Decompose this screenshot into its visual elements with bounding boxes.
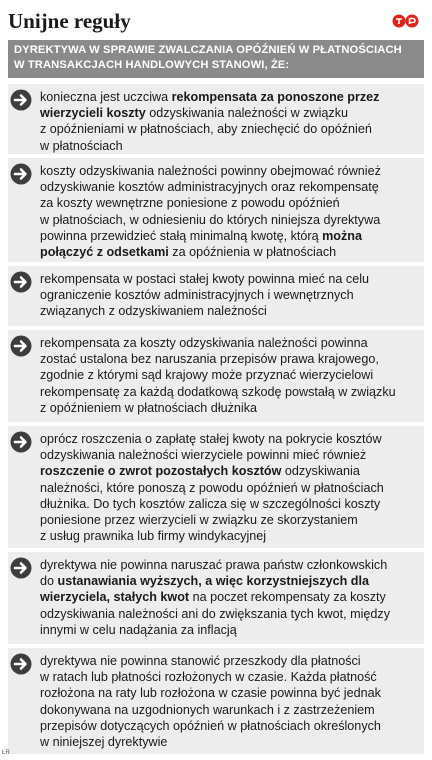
item-text [40, 431, 416, 544]
text-run: za koszty wewnętrzne poniesione z powodu opóźnień [40, 196, 340, 211]
text-line [40, 431, 416, 447]
banner-line: W TRANSAKCJACH HANDLOWYCH STANOWI, ŻE: [14, 59, 290, 71]
text-run: odzyskiwanie kosztów administracyjnych oraz rekompensatę [40, 180, 379, 195]
text-line [40, 105, 416, 121]
item-text [40, 557, 416, 638]
text-run: w płatnościach [40, 138, 123, 153]
list-item [8, 266, 424, 326]
header [8, 6, 424, 36]
bold-run: można [322, 228, 362, 243]
bold-run: wierzyciela, stałych kwot [40, 590, 190, 605]
text-line [40, 228, 416, 244]
text-run: odzyskiwania należności w związku [145, 106, 348, 121]
text-line [40, 195, 416, 211]
text-line [40, 653, 416, 669]
text-line [40, 138, 416, 154]
text-line [40, 121, 416, 137]
text-run: za opóźnienia w płatnościach [168, 245, 337, 260]
text-run: w niniejszej dyrektywie [40, 735, 168, 750]
text-run: oprócz roszczenia o zapłatę stałej kwoty na pokrycie kosztów [40, 432, 382, 446]
text-run: dyrektywa nie powinna stanowić przeszkody dla płatności [40, 654, 361, 668]
list-item [8, 158, 424, 262]
text-line [40, 384, 416, 400]
item-text [40, 89, 416, 154]
text-run: rekompensatę za każdą dodatkową szkodę powstałą w związku [40, 384, 396, 399]
arrow-right-icon [10, 335, 32, 357]
text-run: rozłożona na raty lub rozłożona w czasie powinna być jednak [40, 686, 381, 701]
text-run: należności, które ponoszą z powodu opóźnień w płatnościach [40, 480, 384, 495]
text-run: z usług prawnika lub firmy windykacyjnej [40, 529, 267, 544]
text-line [40, 367, 416, 383]
text-line [40, 303, 416, 319]
text-run: w ratach lub płatności rozłożonych w czasie. Każda płatność [40, 670, 377, 685]
text-line [40, 480, 416, 496]
text-line [40, 512, 416, 528]
text-run: związanych z odzyskiwaniem należności [40, 304, 267, 319]
text-line [40, 163, 416, 179]
text-run: ograniczenie kosztów administracyjnych i wewnętrznych [40, 288, 354, 303]
text-line [40, 718, 416, 734]
list-item [8, 84, 424, 154]
text-run: odzyskiwania należności wierzyciele powinni mieć również [40, 448, 367, 463]
text-run: innymi w celu nadążania za inflacją [40, 622, 237, 637]
item-text [40, 653, 416, 750]
list-item [8, 426, 424, 548]
text-line [40, 287, 416, 303]
text-line [40, 573, 416, 589]
text-line [40, 89, 416, 105]
item-text [40, 335, 416, 416]
text-line [40, 734, 416, 750]
text-line [40, 335, 416, 351]
text-run: odzyskiwania [281, 464, 360, 479]
bold-run: wierzycieli koszty [40, 106, 146, 121]
text-run: na poczet rekompensaty za koszty [189, 590, 386, 605]
text-run: dokonywana na uzgodnionych warunkach i z zastrzeżeniem [40, 702, 375, 717]
text-line [40, 496, 416, 512]
text-run: z opóźnieniami w płatnościach, aby zniechęcić do opóźnień [40, 122, 372, 137]
logo-icon [392, 14, 420, 28]
arrow-right-icon [10, 163, 32, 185]
text-run: rekompensata za koszty odzyskiwania należności powinna [40, 336, 368, 350]
text-run: przepisów dotyczących opóźnień w płatnościach określonych [40, 718, 381, 733]
text-run: konieczna jest uczciwa [40, 90, 172, 104]
text-line [40, 179, 416, 195]
text-line [40, 271, 416, 287]
arrow-right-icon [10, 431, 32, 453]
text-run: z opóźnieniem w płatnościach dłużnika [40, 400, 258, 415]
arrow-right-icon [10, 653, 32, 675]
text-line [40, 212, 416, 228]
text-line [40, 622, 416, 638]
text-run: koszty odzyskiwania należności powinny obejmować również [40, 164, 381, 178]
list-item [8, 648, 424, 754]
list-item [8, 552, 424, 644]
text-line [40, 447, 416, 463]
arrow-right-icon [10, 271, 32, 293]
credit: ŁR [2, 750, 10, 756]
arrow-right-icon [10, 89, 32, 111]
text-run: poniesione przez wierzycieli w związku ze skorzystaniem [40, 513, 358, 528]
text-line [40, 557, 416, 573]
text-line [40, 400, 416, 416]
text-run: zostać ustalona bez naruszania przepisów prawa krajowego, [40, 352, 379, 367]
text-run: zgodnie z którymi sąd krajowy może przyznać wierzycielowi [40, 368, 374, 383]
text-line [40, 589, 416, 605]
text-line [40, 702, 416, 718]
text-line [40, 463, 416, 479]
text-run: do [40, 574, 58, 589]
text-line [40, 528, 416, 544]
bold-run: ustanawiania wyższych, a więc korzystniejszych dla [57, 574, 369, 589]
text-run: dłużnika. Do tych kosztów zalicza się w szczególności koszty [40, 496, 381, 511]
list-item [8, 330, 424, 422]
bold-run: rekompensata za ponoszone przez [171, 90, 380, 104]
text-run: w płatnościach, w odniesieniu do których niniejsza dyrektywa [40, 212, 381, 227]
text-line [40, 351, 416, 367]
text-line [40, 669, 416, 685]
text-line [40, 685, 416, 701]
item-text [40, 271, 416, 320]
text-run: powinna przewidzieć stałą minimalną kwotę, którą [40, 228, 323, 243]
directive-banner [8, 40, 424, 78]
bold-run: roszczenie o zwrot pozostałych kosztów [40, 464, 282, 479]
arrow-right-icon [10, 557, 32, 579]
text-line [40, 244, 416, 260]
banner-line: DYREKTYWA W SPRAWIE ZWALCZANIA OPÓŹNIEŃ W PŁATNOŚCIACH [14, 44, 402, 56]
bold-run: połączyć z odsetkami [40, 245, 169, 260]
item-text [40, 163, 416, 260]
text-run: dyrektywa nie powinna naruszać prawa państw członkowskich [40, 558, 388, 572]
text-line [40, 606, 416, 622]
text-run: odzyskiwania należności ani do zwiększania tych kwot, między [40, 606, 390, 621]
page-title: Unijne reguły [8, 9, 131, 33]
text-run: rekompensata w postaci stałej kwoty powinna mieć na celu [40, 272, 369, 286]
